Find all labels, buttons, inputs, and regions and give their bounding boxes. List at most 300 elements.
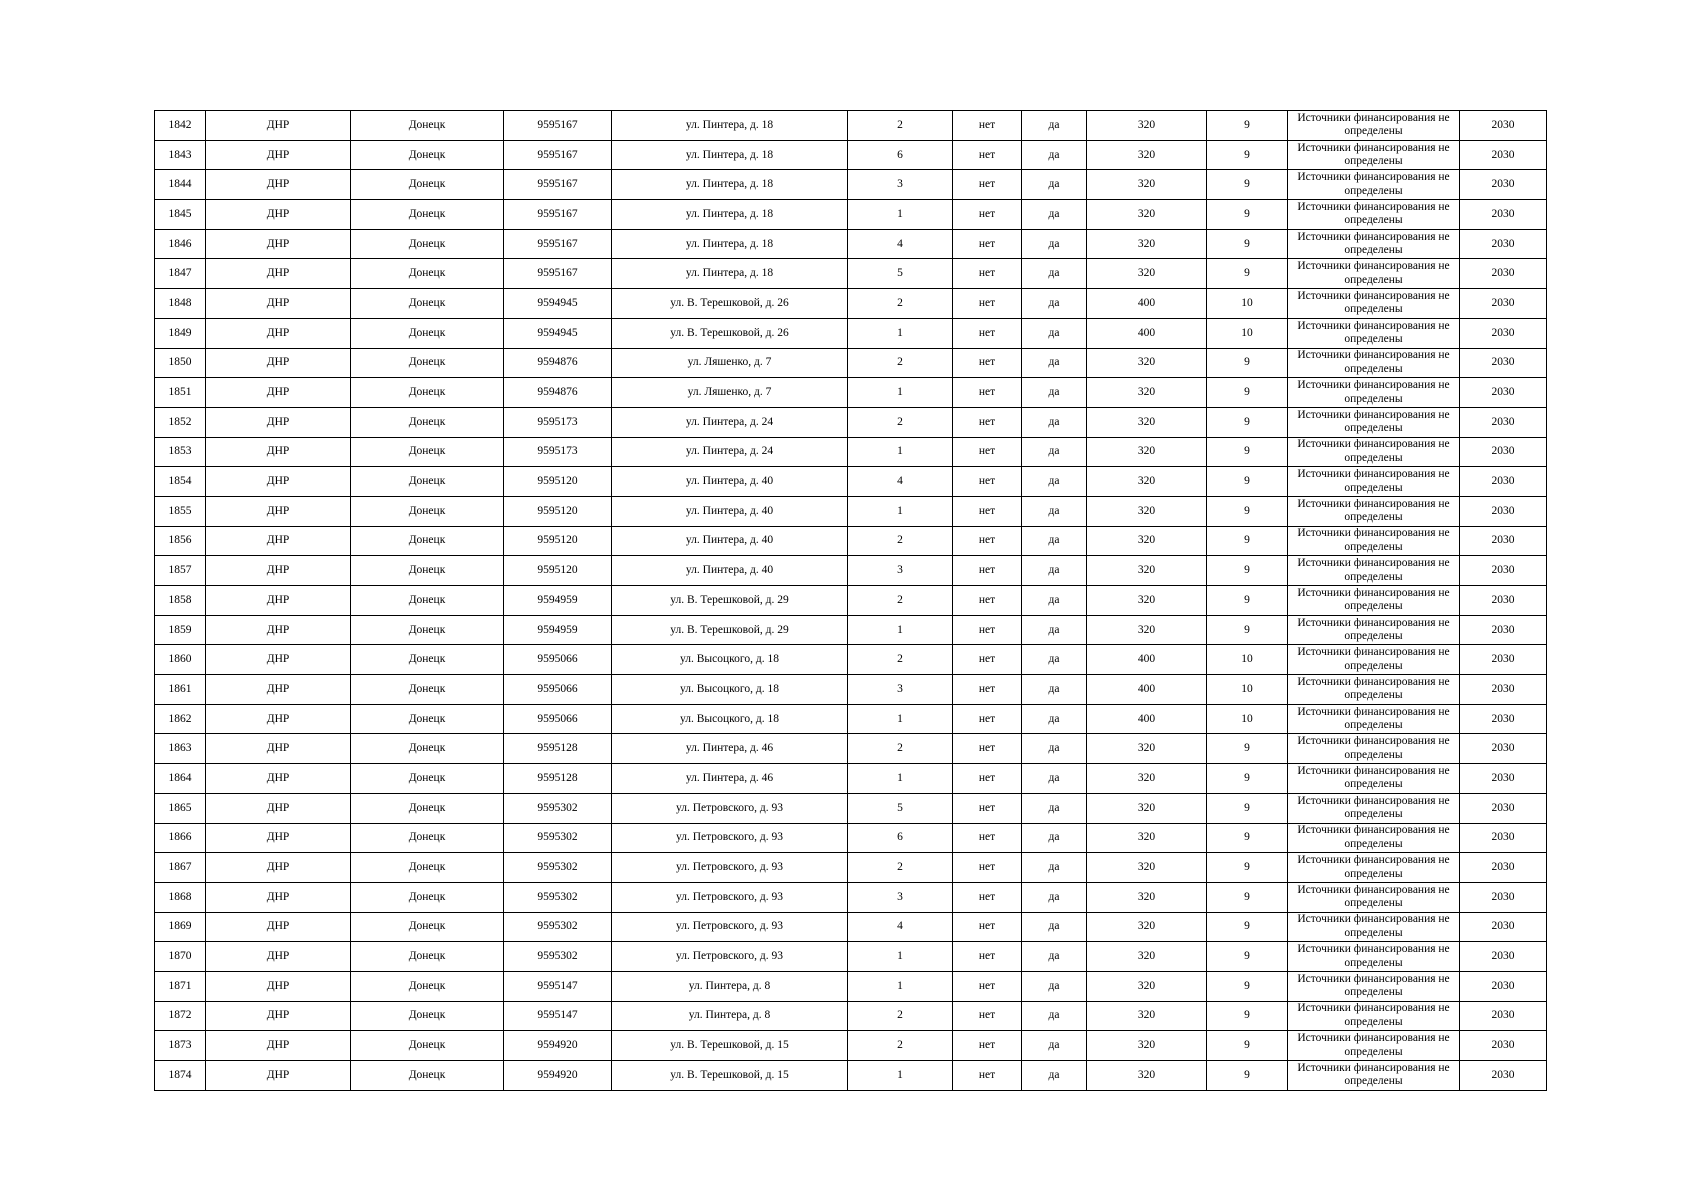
- funding-cell: Источники финансирования не определены: [1288, 200, 1460, 230]
- funding-cell: Источники финансирования не определены: [1288, 170, 1460, 200]
- address-cell: ул. В. Терешковой, д. 29: [612, 615, 848, 645]
- funding-cell: Источники финансирования не определены: [1288, 111, 1460, 141]
- address-cell: ул. Петровского, д. 93: [612, 793, 848, 823]
- address-cell: ул. В. Терешковой, д. 26: [612, 289, 848, 319]
- funding-cell: Источники финансирования не определены: [1288, 526, 1460, 556]
- flag-b-cell: да: [1022, 586, 1087, 616]
- year-cell: 2030: [1460, 912, 1547, 942]
- flag-a-cell: нет: [953, 526, 1022, 556]
- region-cell: ДНР: [206, 259, 351, 289]
- flag-a-cell: нет: [953, 823, 1022, 853]
- row-number: 1863: [155, 734, 206, 764]
- year-cell: 2030: [1460, 318, 1547, 348]
- code-cell: 9595167: [504, 170, 612, 200]
- region-cell: ДНР: [206, 882, 351, 912]
- value-a-cell: 320: [1087, 942, 1207, 972]
- flag-a-cell: нет: [953, 912, 1022, 942]
- table-row: [155, 496, 1547, 526]
- entrance-cell: 2: [848, 526, 953, 556]
- city-cell: Донецк: [351, 496, 504, 526]
- row-number: 1869: [155, 912, 206, 942]
- value-a-cell: 320: [1087, 407, 1207, 437]
- row-number: 1861: [155, 675, 206, 705]
- value-b-cell: 9: [1207, 348, 1288, 378]
- entrance-cell: 2: [848, 1001, 953, 1031]
- entrance-cell: 1: [848, 971, 953, 1001]
- flag-b-cell: да: [1022, 111, 1087, 141]
- row-number: 1859: [155, 615, 206, 645]
- value-a-cell: 320: [1087, 853, 1207, 883]
- entrance-cell: 1: [848, 615, 953, 645]
- code-cell: 9594920: [504, 1031, 612, 1061]
- region-cell: ДНР: [206, 586, 351, 616]
- table-row: [155, 823, 1547, 853]
- value-a-cell: 320: [1087, 971, 1207, 1001]
- flag-b-cell: да: [1022, 170, 1087, 200]
- table-row: [155, 912, 1547, 942]
- year-cell: 2030: [1460, 496, 1547, 526]
- region-cell: ДНР: [206, 1001, 351, 1031]
- value-a-cell: 400: [1087, 675, 1207, 705]
- entrance-cell: 2: [848, 645, 953, 675]
- address-cell: ул. Пинтера, д. 46: [612, 734, 848, 764]
- flag-a-cell: нет: [953, 496, 1022, 526]
- region-cell: ДНР: [206, 971, 351, 1001]
- code-cell: 9595167: [504, 200, 612, 230]
- flag-a-cell: нет: [953, 170, 1022, 200]
- value-b-cell: 9: [1207, 793, 1288, 823]
- funding-cell: Источники финансирования не определены: [1288, 912, 1460, 942]
- region-cell: ДНР: [206, 615, 351, 645]
- flag-b-cell: да: [1022, 912, 1087, 942]
- year-cell: 2030: [1460, 675, 1547, 705]
- flag-b-cell: да: [1022, 348, 1087, 378]
- flag-b-cell: да: [1022, 556, 1087, 586]
- table-row: [155, 407, 1547, 437]
- year-cell: 2030: [1460, 764, 1547, 794]
- flag-a-cell: нет: [953, 675, 1022, 705]
- entrance-cell: 2: [848, 586, 953, 616]
- funding-cell: Источники финансирования не определены: [1288, 378, 1460, 408]
- flag-a-cell: нет: [953, 853, 1022, 883]
- table-row: [155, 764, 1547, 794]
- entrance-cell: 1: [848, 496, 953, 526]
- value-a-cell: 320: [1087, 734, 1207, 764]
- city-cell: Донецк: [351, 1061, 504, 1091]
- flag-a-cell: нет: [953, 289, 1022, 319]
- table-row: [155, 971, 1547, 1001]
- code-cell: 9595147: [504, 971, 612, 1001]
- row-number: 1843: [155, 140, 206, 170]
- value-a-cell: 320: [1087, 1061, 1207, 1091]
- flag-a-cell: нет: [953, 645, 1022, 675]
- region-cell: ДНР: [206, 556, 351, 586]
- entrance-cell: 3: [848, 675, 953, 705]
- flag-b-cell: да: [1022, 882, 1087, 912]
- table-row: [155, 675, 1547, 705]
- table-row: [155, 586, 1547, 616]
- flag-b-cell: да: [1022, 1061, 1087, 1091]
- row-number: 1851: [155, 378, 206, 408]
- table-row: [155, 704, 1547, 734]
- value-b-cell: 9: [1207, 1061, 1288, 1091]
- value-a-cell: 320: [1087, 912, 1207, 942]
- flag-b-cell: да: [1022, 615, 1087, 645]
- city-cell: Донецк: [351, 764, 504, 794]
- table-row: [155, 882, 1547, 912]
- year-cell: 2030: [1460, 793, 1547, 823]
- table-row: [155, 348, 1547, 378]
- city-cell: Донецк: [351, 407, 504, 437]
- row-number: 1860: [155, 645, 206, 675]
- entrance-cell: 1: [848, 942, 953, 972]
- city-cell: Донецк: [351, 467, 504, 497]
- entrance-cell: 1: [848, 378, 953, 408]
- funding-cell: Источники финансирования не определены: [1288, 734, 1460, 764]
- region-cell: ДНР: [206, 170, 351, 200]
- year-cell: 2030: [1460, 289, 1547, 319]
- funding-cell: Источники финансирования не определены: [1288, 496, 1460, 526]
- table-row: [155, 1001, 1547, 1031]
- flag-b-cell: да: [1022, 1031, 1087, 1061]
- flag-b-cell: да: [1022, 467, 1087, 497]
- value-a-cell: 400: [1087, 318, 1207, 348]
- entrance-cell: 4: [848, 229, 953, 259]
- funding-cell: Источники финансирования не определены: [1288, 971, 1460, 1001]
- funding-cell: Источники финансирования не определены: [1288, 556, 1460, 586]
- address-cell: ул. Пинтера, д. 18: [612, 111, 848, 141]
- table-row: [155, 437, 1547, 467]
- city-cell: Донецк: [351, 437, 504, 467]
- entrance-cell: 1: [848, 1061, 953, 1091]
- row-number: 1854: [155, 467, 206, 497]
- row-number: 1864: [155, 764, 206, 794]
- city-cell: Донецк: [351, 882, 504, 912]
- code-cell: 9595302: [504, 882, 612, 912]
- code-cell: 9595173: [504, 437, 612, 467]
- flag-b-cell: да: [1022, 823, 1087, 853]
- row-number: 1862: [155, 704, 206, 734]
- address-cell: ул. Петровского, д. 93: [612, 853, 848, 883]
- address-cell: ул. Петровского, д. 93: [612, 882, 848, 912]
- value-b-cell: 10: [1207, 289, 1288, 319]
- region-cell: ДНР: [206, 764, 351, 794]
- address-cell: ул. Высоцкого, д. 18: [612, 675, 848, 705]
- region-cell: ДНР: [206, 200, 351, 230]
- year-cell: 2030: [1460, 645, 1547, 675]
- year-cell: 2030: [1460, 200, 1547, 230]
- code-cell: 9594876: [504, 378, 612, 408]
- flag-a-cell: нет: [953, 229, 1022, 259]
- entrance-cell: 2: [848, 853, 953, 883]
- table-row: [155, 526, 1547, 556]
- table-row: [155, 1061, 1547, 1091]
- address-cell: ул. Пинтера, д. 40: [612, 556, 848, 586]
- entrance-cell: 1: [848, 704, 953, 734]
- table-row: [155, 318, 1547, 348]
- city-cell: Донецк: [351, 556, 504, 586]
- row-number: 1867: [155, 853, 206, 883]
- code-cell: 9595120: [504, 526, 612, 556]
- flag-a-cell: нет: [953, 793, 1022, 823]
- flag-b-cell: да: [1022, 259, 1087, 289]
- year-cell: 2030: [1460, 259, 1547, 289]
- row-number: 1853: [155, 437, 206, 467]
- funding-cell: Источники финансирования не определены: [1288, 140, 1460, 170]
- region-cell: ДНР: [206, 1031, 351, 1061]
- table-row: [155, 734, 1547, 764]
- entrance-cell: 3: [848, 556, 953, 586]
- flag-a-cell: нет: [953, 615, 1022, 645]
- code-cell: 9594959: [504, 615, 612, 645]
- funding-cell: Источники финансирования не определены: [1288, 1001, 1460, 1031]
- table-row: [155, 853, 1547, 883]
- city-cell: Донецк: [351, 586, 504, 616]
- value-a-cell: 400: [1087, 645, 1207, 675]
- region-cell: ДНР: [206, 437, 351, 467]
- address-cell: ул. Пинтера, д. 8: [612, 971, 848, 1001]
- city-cell: Донецк: [351, 289, 504, 319]
- value-a-cell: 320: [1087, 496, 1207, 526]
- flag-a-cell: нет: [953, 971, 1022, 1001]
- row-number: 1848: [155, 289, 206, 319]
- row-number: 1874: [155, 1061, 206, 1091]
- city-cell: Донецк: [351, 229, 504, 259]
- address-cell: ул. Пинтера, д. 18: [612, 170, 848, 200]
- city-cell: Донецк: [351, 348, 504, 378]
- value-b-cell: 9: [1207, 853, 1288, 883]
- city-cell: Донецк: [351, 170, 504, 200]
- value-b-cell: 9: [1207, 1031, 1288, 1061]
- value-b-cell: 10: [1207, 704, 1288, 734]
- code-cell: 9595128: [504, 764, 612, 794]
- code-cell: 9595167: [504, 229, 612, 259]
- flag-b-cell: да: [1022, 734, 1087, 764]
- year-cell: 2030: [1460, 170, 1547, 200]
- year-cell: 2030: [1460, 526, 1547, 556]
- flag-a-cell: нет: [953, 556, 1022, 586]
- table-row: [155, 378, 1547, 408]
- year-cell: 2030: [1460, 704, 1547, 734]
- city-cell: Донецк: [351, 793, 504, 823]
- region-cell: ДНР: [206, 675, 351, 705]
- value-a-cell: 320: [1087, 615, 1207, 645]
- entrance-cell: 1: [848, 764, 953, 794]
- entrance-cell: 5: [848, 259, 953, 289]
- address-cell: ул. Пинтера, д. 24: [612, 407, 848, 437]
- region-cell: ДНР: [206, 229, 351, 259]
- code-cell: 9595147: [504, 1001, 612, 1031]
- city-cell: Донецк: [351, 200, 504, 230]
- flag-b-cell: да: [1022, 378, 1087, 408]
- code-cell: 9595302: [504, 853, 612, 883]
- row-number: 1865: [155, 793, 206, 823]
- city-cell: Донецк: [351, 111, 504, 141]
- row-number: 1850: [155, 348, 206, 378]
- value-b-cell: 9: [1207, 200, 1288, 230]
- year-cell: 2030: [1460, 734, 1547, 764]
- entrance-cell: 6: [848, 140, 953, 170]
- year-cell: 2030: [1460, 586, 1547, 616]
- value-b-cell: 9: [1207, 1001, 1288, 1031]
- entrance-cell: 2: [848, 1031, 953, 1061]
- flag-a-cell: нет: [953, 764, 1022, 794]
- city-cell: Донецк: [351, 823, 504, 853]
- address-cell: ул. Пинтера, д. 18: [612, 200, 848, 230]
- region-cell: ДНР: [206, 912, 351, 942]
- row-number: 1849: [155, 318, 206, 348]
- city-cell: Донецк: [351, 318, 504, 348]
- region-cell: ДНР: [206, 289, 351, 319]
- funding-cell: Источники финансирования не определены: [1288, 586, 1460, 616]
- funding-cell: Источники финансирования не определены: [1288, 259, 1460, 289]
- address-cell: ул. Пинтера, д. 40: [612, 526, 848, 556]
- entrance-cell: 1: [848, 437, 953, 467]
- entrance-cell: 2: [848, 407, 953, 437]
- row-number: 1858: [155, 586, 206, 616]
- entrance-cell: 2: [848, 111, 953, 141]
- value-b-cell: 10: [1207, 645, 1288, 675]
- code-cell: 9595167: [504, 140, 612, 170]
- year-cell: 2030: [1460, 111, 1547, 141]
- region-cell: ДНР: [206, 111, 351, 141]
- value-a-cell: 320: [1087, 378, 1207, 408]
- city-cell: Донецк: [351, 734, 504, 764]
- address-cell: ул. В. Терешковой, д. 26: [612, 318, 848, 348]
- value-a-cell: 320: [1087, 823, 1207, 853]
- value-b-cell: 9: [1207, 229, 1288, 259]
- code-cell: 9595302: [504, 912, 612, 942]
- code-cell: 9595066: [504, 704, 612, 734]
- address-cell: ул. Пинтера, д. 18: [612, 259, 848, 289]
- code-cell: 9595167: [504, 259, 612, 289]
- value-a-cell: 320: [1087, 793, 1207, 823]
- code-cell: 9595120: [504, 556, 612, 586]
- city-cell: Донецк: [351, 704, 504, 734]
- flag-b-cell: да: [1022, 289, 1087, 319]
- flag-b-cell: да: [1022, 496, 1087, 526]
- value-b-cell: 9: [1207, 586, 1288, 616]
- funding-cell: Источники финансирования не определены: [1288, 407, 1460, 437]
- table-row: [155, 793, 1547, 823]
- funding-cell: Источники финансирования не определены: [1288, 615, 1460, 645]
- table-body: [155, 111, 1547, 1091]
- address-cell: ул. Пинтера, д. 46: [612, 764, 848, 794]
- flag-a-cell: нет: [953, 586, 1022, 616]
- value-b-cell: 9: [1207, 615, 1288, 645]
- funding-cell: Источники финансирования не определены: [1288, 1061, 1460, 1091]
- year-cell: 2030: [1460, 348, 1547, 378]
- flag-a-cell: нет: [953, 348, 1022, 378]
- region-cell: ДНР: [206, 378, 351, 408]
- row-number: 1866: [155, 823, 206, 853]
- value-b-cell: 9: [1207, 467, 1288, 497]
- code-cell: 9595167: [504, 111, 612, 141]
- year-cell: 2030: [1460, 942, 1547, 972]
- region-cell: ДНР: [206, 526, 351, 556]
- value-b-cell: 9: [1207, 378, 1288, 408]
- entrance-cell: 6: [848, 823, 953, 853]
- flag-a-cell: нет: [953, 259, 1022, 289]
- value-a-cell: 320: [1087, 526, 1207, 556]
- row-number: 1855: [155, 496, 206, 526]
- code-cell: 9595302: [504, 942, 612, 972]
- row-number: 1845: [155, 200, 206, 230]
- value-a-cell: 320: [1087, 1031, 1207, 1061]
- city-cell: Донецк: [351, 259, 504, 289]
- flag-a-cell: нет: [953, 111, 1022, 141]
- entrance-cell: 5: [848, 793, 953, 823]
- value-b-cell: 9: [1207, 764, 1288, 794]
- entrance-cell: 3: [848, 170, 953, 200]
- funding-cell: Источники финансирования не определены: [1288, 704, 1460, 734]
- code-cell: 9595173: [504, 407, 612, 437]
- value-b-cell: 10: [1207, 318, 1288, 348]
- funding-cell: Источники финансирования не определены: [1288, 229, 1460, 259]
- code-cell: 9595066: [504, 675, 612, 705]
- value-a-cell: 400: [1087, 704, 1207, 734]
- row-number: 1844: [155, 170, 206, 200]
- flag-a-cell: нет: [953, 407, 1022, 437]
- entrance-cell: 2: [848, 734, 953, 764]
- address-cell: ул. Петровского, д. 93: [612, 823, 848, 853]
- address-cell: ул. Пинтера, д. 18: [612, 229, 848, 259]
- flag-b-cell: да: [1022, 437, 1087, 467]
- value-a-cell: 320: [1087, 586, 1207, 616]
- flag-a-cell: нет: [953, 1061, 1022, 1091]
- address-cell: ул. Ляшенко, д. 7: [612, 348, 848, 378]
- value-b-cell: 10: [1207, 675, 1288, 705]
- entrance-cell: 2: [848, 289, 953, 319]
- value-b-cell: 9: [1207, 526, 1288, 556]
- year-cell: 2030: [1460, 971, 1547, 1001]
- table-row: [155, 942, 1547, 972]
- flag-a-cell: нет: [953, 1001, 1022, 1031]
- city-cell: Донецк: [351, 378, 504, 408]
- region-cell: ДНР: [206, 407, 351, 437]
- funding-cell: Источники финансирования не определены: [1288, 437, 1460, 467]
- city-cell: Донецк: [351, 526, 504, 556]
- value-a-cell: 320: [1087, 140, 1207, 170]
- region-cell: ДНР: [206, 496, 351, 526]
- table-row: [155, 556, 1547, 586]
- region-cell: ДНР: [206, 140, 351, 170]
- flag-b-cell: да: [1022, 407, 1087, 437]
- value-b-cell: 9: [1207, 437, 1288, 467]
- flag-a-cell: нет: [953, 882, 1022, 912]
- funding-cell: Источники финансирования не определены: [1288, 675, 1460, 705]
- value-b-cell: 9: [1207, 912, 1288, 942]
- table-row: [155, 229, 1547, 259]
- region-cell: ДНР: [206, 318, 351, 348]
- value-a-cell: 320: [1087, 111, 1207, 141]
- entrance-cell: 3: [848, 882, 953, 912]
- region-cell: ДНР: [206, 823, 351, 853]
- row-number: 1870: [155, 942, 206, 972]
- row-number: 1857: [155, 556, 206, 586]
- value-a-cell: 320: [1087, 200, 1207, 230]
- code-cell: 9595120: [504, 496, 612, 526]
- flag-b-cell: да: [1022, 971, 1087, 1001]
- flag-a-cell: нет: [953, 734, 1022, 764]
- entrance-cell: 1: [848, 318, 953, 348]
- entrance-cell: 1: [848, 200, 953, 230]
- funding-cell: Источники финансирования не определены: [1288, 764, 1460, 794]
- value-b-cell: 9: [1207, 170, 1288, 200]
- value-a-cell: 320: [1087, 229, 1207, 259]
- code-cell: 9594945: [504, 318, 612, 348]
- code-cell: 9594959: [504, 586, 612, 616]
